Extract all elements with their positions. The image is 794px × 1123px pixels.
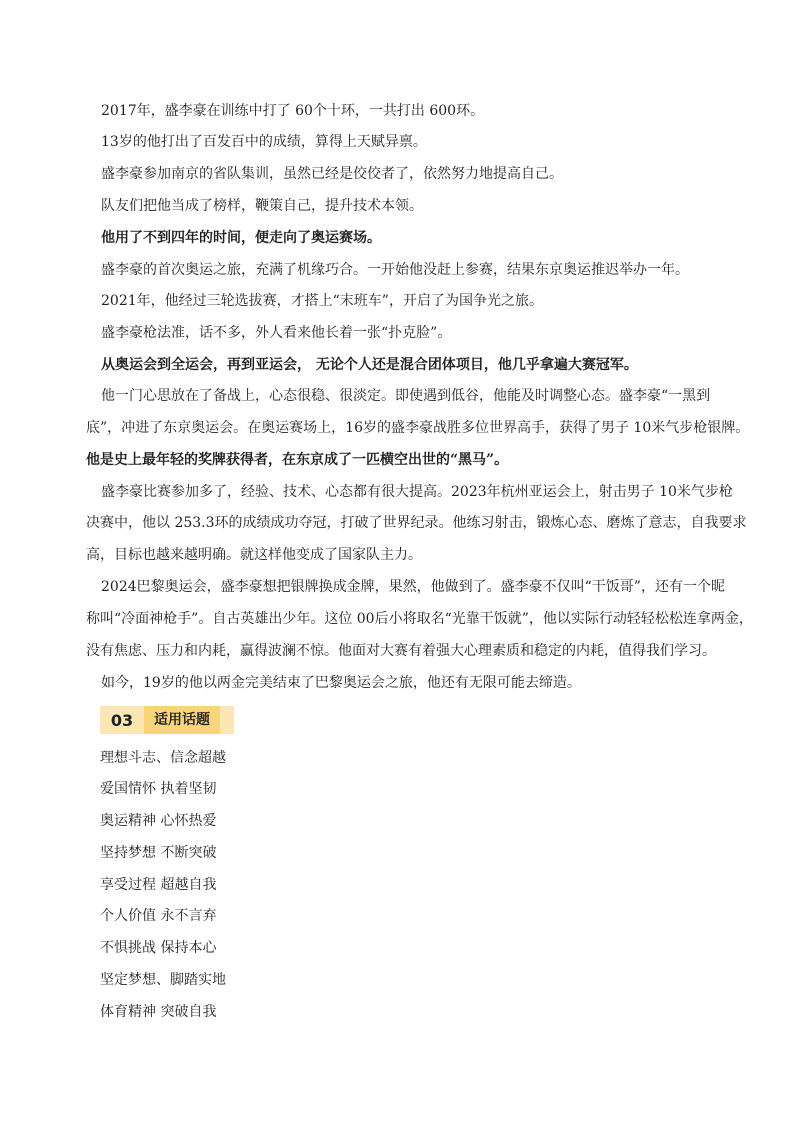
topic-item: 体育精神 突破自我 (100, 1004, 217, 1020)
text-line: 队友们把他当成了榜样，鞭策自己，提升技术本领。 (101, 198, 423, 214)
text-line: 2021年，他经过三轮选拔赛，才搭上“末班车”，开启了为国争光之旅。 (101, 293, 543, 309)
text-line: 盛李豪的首次奥运之旅，充满了机缘巧合。一开始他没赶上参赛，结果东京奥运推迟举办一年。 (101, 262, 689, 278)
text-line: 盛李豪枪法准，话不多，外人看来他长着一张“扑克脸”。 (101, 325, 452, 341)
text-line: 盛李豪参加南京的省队集训，虽然已经是佼佼者了，依然努力地提高自己。 (101, 166, 563, 182)
topic-item: 不惧挑战 保持本心 (100, 940, 217, 956)
paragraph-line: 没有焦虑、压力和内耗，赢得波澜不惊。他面对大赛有着强大心理素质和稳定的内耗，值得我们学习。 (86, 643, 716, 659)
text-line: 2017年，盛李豪在训练中打了 60个十环，一共打出 600环。 (101, 103, 485, 119)
paragraph-line: 他一门心思放在了备战上，心态很稳、很淡定。即使遇到低谷，他能及时调整心态。盛李豪“一黑到 (101, 388, 711, 404)
topic-item: 理想斗志、信念超越 (100, 750, 226, 766)
topic-item: 个人价值 永不言弃 (100, 908, 217, 924)
section-header (100, 706, 234, 734)
topic-item: 坚持梦想 不断突破 (100, 845, 217, 861)
bold-text-line: 从奥运会到全运会，再到亚运会， 无论个人还是混合团体项目，他几乎拿遍大赛冠军。 (101, 357, 638, 373)
paragraph-line: 如今，19岁的他以两金完美结束了巴黎奥运会之旅，他还有无限可能去缔造。 (101, 675, 581, 691)
section-title: 适用话题 (144, 706, 220, 734)
text-line: 13岁的他打出了百发百中的成绩，算得上天赋异禀。 (101, 134, 427, 150)
paragraph-line: 高，目标也越来越明确。就这样他变成了国家队主力。 (86, 547, 422, 563)
paragraph-line: 底”，冲进了东京奥运会。在奥运赛场上，16岁的盛李豪战胜多位世界高手，获得了男子 10米气步枪银牌。 (86, 420, 750, 436)
topic-item: 爱国情怀 执着坚韧 (100, 781, 217, 797)
paragraph-line: 盛李豪比赛参加多了，经验、技术、心态都有很大提高。2023年杭州亚运会上，射击男子 10米气步枪 (101, 484, 733, 500)
topic-item: 奥运精神 心怀热爱 (100, 813, 217, 829)
topic-item: 享受过程 超越自我 (100, 877, 217, 893)
topic-item: 坚定梦想、脚踏实地 (100, 972, 226, 988)
paragraph-line: 决赛中，他以 253.3环的成绩成功夺冠，打破了世界纪录。他练习射击，锻炼心态、磨炼了意志，自我要求 (86, 515, 747, 531)
paragraph-line: 2024巴黎奥运会，盛李豪想把银牌换成金牌，果然，他做到了。盛李豪不仅叫“干饭哥”，还有一个昵 (101, 579, 725, 595)
bold-text-line: 他用了不到四年的时间，便走向了奥运赛场。 (101, 230, 381, 246)
paragraph-line: 称叫“冷面神枪手”。自古英雄出少年。这位 00后小将取名“光靠干饭就”，他以实际行动轻轻松松连拿两金， (86, 611, 753, 627)
bold-paragraph-line: 他是史上最年轻的奖牌获得者，在东京成了一匹横空出世的“黑马”。 (86, 452, 509, 468)
section-number: 03 (110, 710, 134, 730)
